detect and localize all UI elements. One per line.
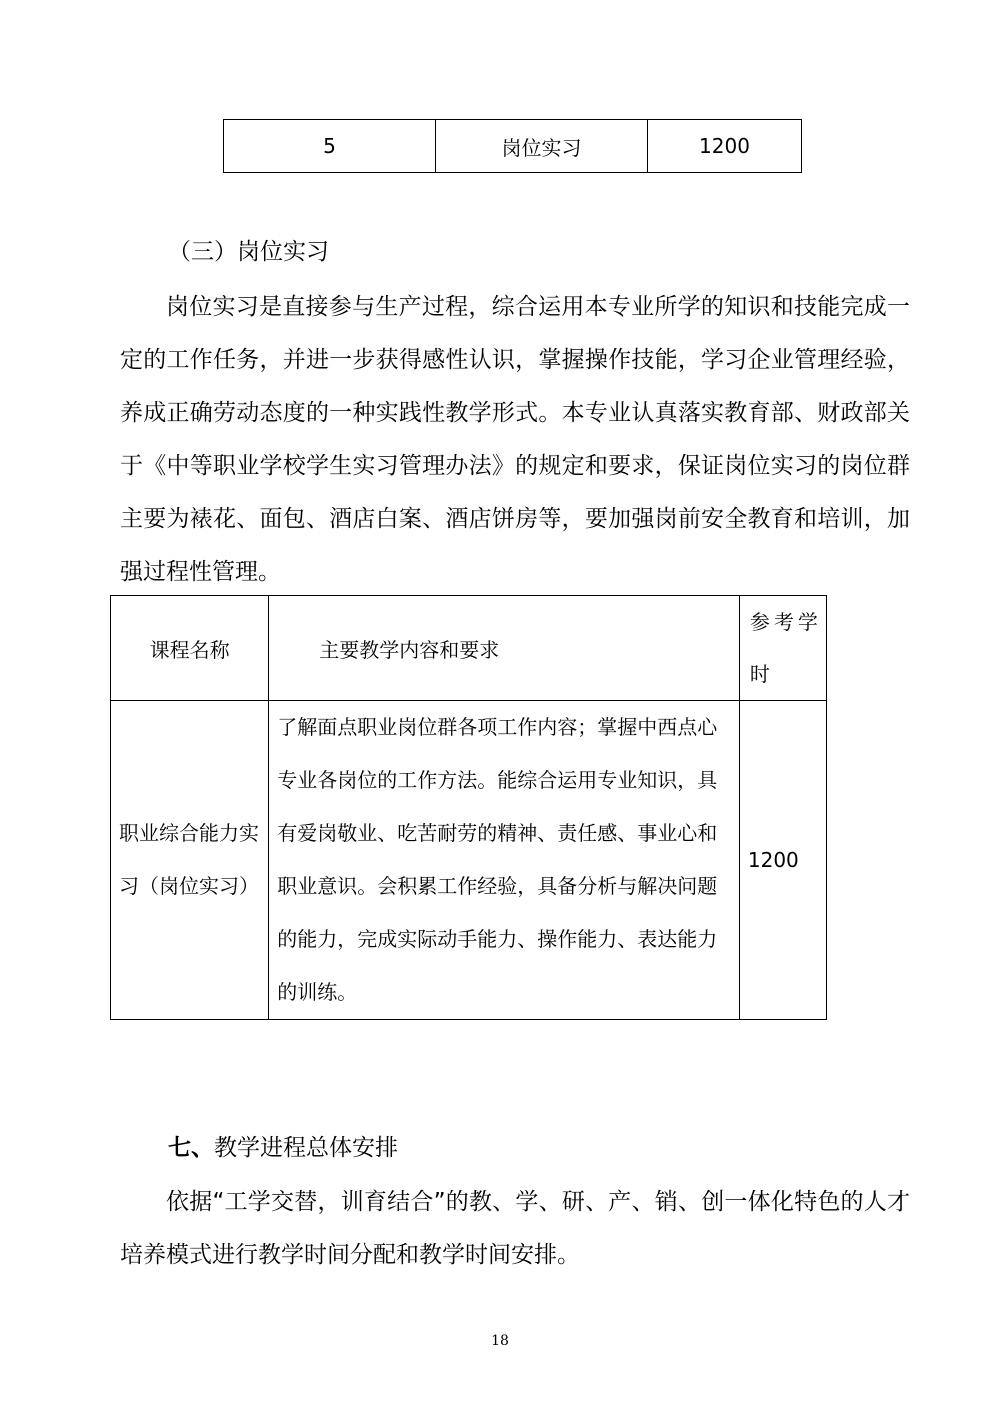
subsection-heading: （三）岗位实习 bbox=[168, 239, 329, 265]
course-content-cell: 了解面点职业岗位群各项工作内容；掌握中西点心专业各岗位的工作方法。能综合运用专业知识，具有爱岗敬业、吃苦耐劳的精神、责任感、事业心和职业意识。会积累工作经验，具备分析与解决问题的能力，完成实际动手能力、操作能力、表达能力的训练。 bbox=[269, 701, 740, 1020]
hours-cell: 1200 bbox=[648, 120, 802, 173]
header-hours: 参考学时 bbox=[739, 596, 826, 701]
section-title-text: 教学进程总体安排 bbox=[214, 1135, 398, 1161]
course-hours-cell: 1200 bbox=[739, 701, 826, 1020]
course-name-cell: 岗位实习 bbox=[436, 120, 648, 173]
internship-course-table bbox=[110, 595, 827, 1020]
course-hours-table-tail bbox=[223, 119, 802, 173]
section-number: 七、 bbox=[168, 1135, 214, 1161]
table-row bbox=[111, 701, 827, 1020]
page-number: 18 bbox=[491, 1333, 509, 1349]
header-course-name: 课程名称 bbox=[111, 596, 269, 701]
row-number-cell: 5 bbox=[224, 120, 436, 173]
table-header-row bbox=[111, 596, 827, 701]
table-row bbox=[224, 120, 802, 173]
section-title bbox=[168, 1130, 398, 1166]
course-name-cell: 职业综合能力实习（岗位实习） bbox=[111, 701, 269, 1020]
internship-paragraph: 岗位实习是直接参与生产过程，综合运用本专业所学的知识和技能完成一定的工作任务，并进一步获得感性认识，掌握操作技能，学习企业管理经验，养成正确劳动态度的一种实践性教学形式。本专业认真落实教育部、财政部关于《中等职业学校学生实习管理办法》的规定和要求，保证岗位实习的岗位群主要为裱花、面包、酒店白案、酒店饼房等，要加强岗前安全教育和培训，加强过程性管理。 bbox=[120, 294, 910, 585]
header-content: 主要教学内容和要求 bbox=[269, 596, 740, 701]
schedule-paragraph: 依据“工学交替，训育结合”的教、学、研、产、销、创一体化特色的人才培养模式进行教学时间分配和教学时间安排。 bbox=[120, 1189, 910, 1268]
